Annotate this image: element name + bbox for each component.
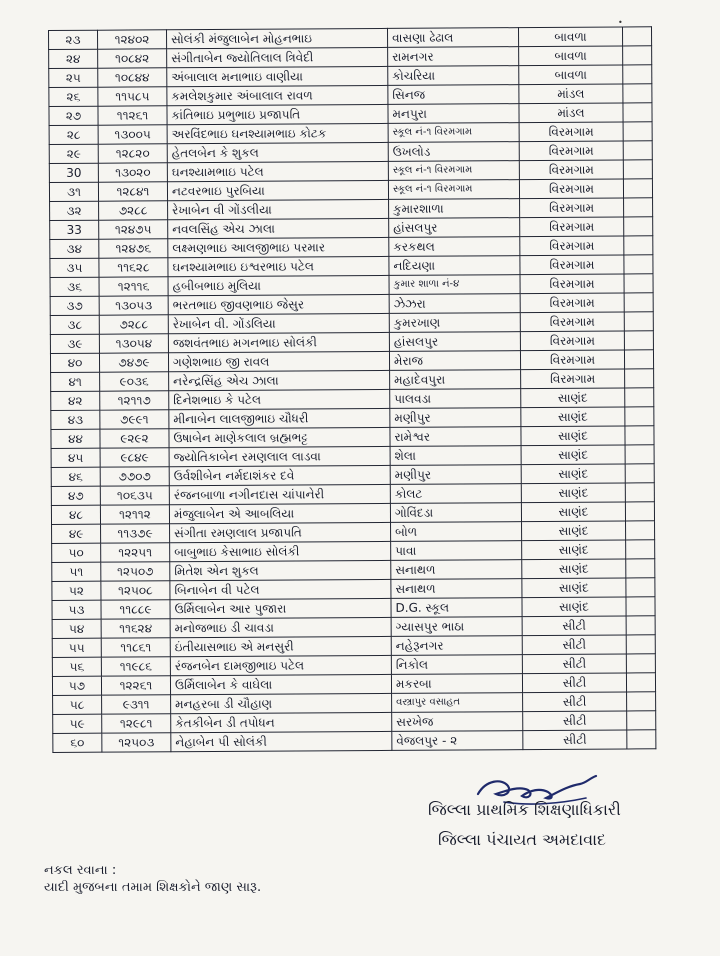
teacher-name-cell: હેતલબેન કે શુકલ [167, 142, 388, 162]
blank-cell [623, 179, 652, 198]
blank-cell [624, 274, 653, 293]
serial-number-cell: ૩૭ [50, 296, 99, 315]
teacher-code-cell: ૧૨૯૮૧ [102, 714, 171, 733]
teacher-code-cell: ૧૧૮૬૧ [101, 638, 170, 657]
teacher-code-cell: ૧૧૮૮૯ [101, 600, 170, 619]
school-name-cell: સિનજ [388, 85, 519, 105]
copy-forwarded-label: નકલ રવાના : [44, 863, 117, 878]
taluka-cell: વિરમગામ [520, 198, 624, 218]
taluka-cell: વિરમગામ [520, 350, 624, 370]
taluka-cell: માંડલ [519, 103, 623, 123]
teacher-name-cell: દિનેશભાઇ કે પટેલ [169, 389, 390, 409]
serial-number-cell: ૪૦ [50, 353, 99, 372]
blank-cell [627, 711, 656, 730]
school-name-cell: મનપુરા [388, 104, 519, 124]
serial-number-cell: ૩૪ [50, 239, 99, 258]
school-name-cell: વસ્ત્રાપુર વસાહત [392, 693, 523, 713]
taluka-cell: સીટી [522, 616, 626, 636]
school-name-cell: કુમાર શાળા નં-૪ [389, 275, 520, 295]
teacher-name-cell: મિતેશ એન શુકલ [170, 560, 391, 580]
blank-cell [627, 730, 656, 749]
teacher-name-cell: અરવિંદભાઇ ઘનશ્યામભાઇ કોટક [167, 123, 388, 143]
teacher-name-cell: મંજુલાબેન એ આબલિયા [169, 503, 390, 523]
teacher-code-cell: ૧૨૪૭૬ [99, 239, 168, 258]
serial-number-cell: ૪૭ [51, 486, 100, 505]
serial-number-cell: ૫૫ [52, 638, 101, 657]
officer-office: જિલ્લા પંચાયત અમદાવાદ [438, 830, 606, 849]
teacher-name-cell: રેખાબેન વી ગોંડલીયા [168, 199, 389, 219]
teacher-code-cell: ૧૩૦૫૩ [99, 296, 168, 315]
blank-cell [624, 331, 653, 350]
taluka-cell: બાવળા [518, 27, 622, 47]
teacher-code-cell: ૧૨૮૨૦ [98, 144, 167, 163]
teacher-code-cell: ૧૨૫૦૮ [101, 581, 170, 600]
teacher-code-cell: ૧૩૦૦૫ [98, 125, 167, 144]
teacher-name-cell: સંગીતાબેન જ્યોતિલાલ ત્રિવેદી [167, 47, 388, 67]
teacher-code-cell: ૧૨૧૧૬ [99, 277, 168, 296]
teacher-name-cell: રંજનબેન દામજીભાઇ પટેલ [170, 655, 391, 675]
serial-number-cell: ૩૫ [50, 258, 99, 277]
blank-cell [622, 27, 651, 46]
teacher-code-cell: ૧૦૬૩૫ [100, 486, 169, 505]
teacher-code-cell: ૭૯૯૧ [100, 410, 169, 429]
taluka-cell: માંડલ [519, 84, 623, 104]
copy-forwarded-text: યાદી મુજબના તમામ શિક્ષકોને જાણ સારૂ. [44, 880, 262, 895]
serial-number-cell: ૨૪ [49, 49, 98, 68]
teacher-name-cell: જશવંતભાઇ મગનભાઇ સોલંકી [168, 332, 389, 352]
taluka-cell: સાણંદ [521, 483, 625, 503]
school-name-cell: નદિયણા [389, 256, 520, 276]
taluka-cell: સીટી [523, 711, 627, 731]
serial-number-cell: ૫૩ [52, 600, 101, 619]
teacher-name-cell: બાબુભાઇ કેસાભાઇ સોલંકી [170, 541, 391, 561]
blank-cell [625, 407, 654, 426]
school-name-cell: ગોવિંદડા [390, 503, 521, 523]
teacher-code-cell: ૧૧૩૭૯ [101, 524, 170, 543]
teacher-name-cell: કેતકીબેન ડી તપોધન [171, 712, 392, 732]
school-name-cell: શેલા [390, 446, 521, 466]
teacher-code-cell: ૭૨૮૮ [99, 201, 168, 220]
serial-number-cell: ૪૬ [51, 467, 100, 486]
teacher-name-cell: મીનાબેન લાલજીભાઇ ચૌધરી [169, 408, 390, 428]
serial-number-cell: ૬૦ [53, 733, 102, 752]
teacher-name-cell: સોલંકી મંજુલાબેન મોહનભાઇ [167, 28, 388, 48]
school-name-cell: મકરબા [391, 674, 522, 694]
school-name-cell: કોચરિયા [388, 66, 519, 86]
taluka-cell: વિરમગામ [520, 331, 624, 351]
taluka-cell: સાણંદ [521, 426, 625, 446]
teacher-code-cell: ૭૨૮૮ [99, 315, 168, 334]
taluka-cell: બાવળા [519, 46, 623, 66]
school-name-cell: પાલવડા [390, 389, 521, 409]
taluka-cell: વિરમગામ [519, 179, 623, 199]
school-name-cell: મેરાજ [389, 351, 520, 371]
serial-number-cell: 33 [50, 220, 99, 239]
teacher-code-cell: ૧૨૪૭૫ [99, 220, 168, 239]
blank-cell [623, 122, 652, 141]
serial-number-cell: ૪૫ [51, 448, 100, 467]
taluka-cell: સાણંદ [522, 540, 626, 560]
taluka-cell: વિરમગામ [520, 312, 624, 332]
blank-cell [624, 198, 653, 217]
blank-cell [626, 597, 655, 616]
blank-cell [624, 255, 653, 274]
taluka-cell: વિરમગામ [520, 217, 624, 237]
blank-cell [624, 312, 653, 331]
school-name-cell: કોલટ [390, 484, 521, 504]
blank-cell [623, 84, 652, 103]
school-name-cell: ઉખલોડ [388, 142, 519, 162]
taluka-cell: સાણંદ [521, 407, 625, 427]
serial-number-cell: ૪૮ [51, 505, 100, 524]
blank-cell [626, 654, 655, 673]
serial-number-cell: ૫૬ [52, 657, 101, 676]
taluka-cell: વિરમગામ [519, 160, 623, 180]
taluka-cell: વિરમગામ [520, 255, 624, 275]
taluka-cell: સાણંદ [522, 521, 626, 541]
taluka-cell: વિરમગામ [519, 141, 623, 161]
blank-cell [624, 236, 653, 255]
taluka-cell: વિરમગામ [520, 293, 624, 313]
serial-number-cell: ૨૫ [49, 68, 98, 87]
school-name-cell: રામનગર [388, 47, 519, 67]
teacher-code-cell: ૧૧૨૬૧ [98, 106, 167, 125]
teacher-name-cell: ઘનશ્યામભાઇ ઇશ્વરભાઇ પટેલ [168, 256, 389, 276]
school-name-cell: સનાથળ [391, 560, 522, 580]
taluka-cell: સાણંદ [522, 597, 626, 617]
teacher-code-cell: ૭૭૦૭ [100, 467, 169, 486]
school-name-cell: સ્કૂલ નં-૧ વિરમગામ [388, 123, 519, 143]
serial-number-cell: ૩૬ [50, 277, 99, 296]
teacher-name-cell: સંગીતા રમણલાલ પ્રજાપતિ [170, 522, 391, 542]
teacher-table-body [49, 27, 656, 753]
blank-cell [623, 141, 652, 160]
blank-cell [626, 521, 655, 540]
serial-number-cell: ૪૯ [52, 524, 101, 543]
school-name-cell: સ્કૂલ નં-૧ વિરમગામ [388, 161, 519, 181]
taluka-cell: સાણંદ [522, 578, 626, 598]
teacher-code-cell: ૧૨૨૬૧ [101, 676, 170, 695]
officer-designation: જિલ્લા પ્રાથમિક શિક્ષણાધિકારી [428, 800, 621, 819]
teacher-name-cell: અંબાલાલ મનાભાઇ વાણીયા [167, 66, 388, 86]
blank-cell [624, 217, 653, 236]
school-name-cell: બોળ [391, 522, 522, 542]
taluka-cell: સાણંદ [522, 559, 626, 579]
teacher-name-cell: જ્યોતિકાબેન રમણલાલ લાડવા [169, 446, 390, 466]
teacher-code-cell: ૧૨૪૦૨ [98, 30, 167, 49]
teacher-code-cell: ૧૦૮૪૨ [98, 49, 167, 68]
teacher-name-cell: નેહાબેન પી સોલંકી [171, 731, 392, 751]
blank-cell [623, 46, 652, 65]
teacher-name-cell: મનહરબા ડી ચૌહાણ [171, 693, 392, 713]
teacher-code-cell: ૧૧૯૮૬ [101, 657, 170, 676]
serial-number-cell: ૫૭ [52, 676, 101, 695]
serial-number-cell: ૪૪ [51, 429, 100, 448]
teacher-code-cell: ૯૦૩૬ [100, 372, 169, 391]
teacher-code-cell: ૭૪૭૯ [99, 353, 168, 372]
blank-cell [626, 578, 655, 597]
teacher-code-cell: ૧૩૦૨૦ [98, 163, 167, 182]
serial-number-cell: ૫૪ [52, 619, 101, 638]
school-name-cell: D.G. સ્કૂલ [391, 598, 522, 618]
blank-cell [625, 502, 654, 521]
teacher-code-cell: ૧૧૫૮૫ [98, 87, 167, 106]
taluka-cell: સીટી [523, 730, 627, 750]
serial-number-cell: ૨૬ [49, 87, 98, 106]
serial-number-cell: ૪૨ [51, 391, 100, 410]
teacher-code-cell: ૧૧૬૨૪ [101, 619, 170, 638]
teacher-code-cell: ૧૨૫૦૭ [101, 562, 170, 581]
blank-cell [625, 426, 654, 445]
teacher-name-cell: ઉર્વશીબેન નર્મદાશંકર દવે [169, 465, 390, 485]
teacher-name-cell: લક્ષ્મણભાઇ આલજીભાઇ પરમાર [168, 237, 389, 257]
teacher-name-cell: ઉર્મિલાબેન આર પુજારા [170, 598, 391, 618]
taluka-cell: સીટી [522, 635, 626, 655]
teacher-name-cell: નટવરભાઇ પુરબિયા [167, 180, 388, 200]
teacher-name-cell: ઇંતીયાસભાઇ એ મનસુરી [170, 636, 391, 656]
serial-number-cell: ૫૧ [52, 562, 101, 581]
serial-number-cell: ૨૯ [49, 144, 98, 163]
taluka-cell: સીટી [522, 654, 626, 674]
teacher-name-cell: મનોજભાઇ ડી ચાવડા [170, 617, 391, 637]
school-name-cell: વેજલપુર - ૨ [392, 731, 523, 751]
taluka-cell: સાણંદ [521, 464, 625, 484]
teacher-code-cell: ૧૦૮૪૪ [98, 68, 167, 87]
school-name-cell: સનાથળ [391, 579, 522, 599]
school-name-cell: ગ્યાસપુર ભાઠા [391, 617, 522, 637]
serial-number-cell: ૩૮ [50, 315, 99, 334]
teacher-code-cell: ૯૩૧૧ [102, 695, 171, 714]
blank-cell [627, 692, 656, 711]
serial-number-cell: ૨૭ [49, 106, 98, 125]
teacher-table [48, 26, 656, 753]
teacher-name-cell: રેખાબેન વી. ગોંડલિયા [168, 313, 389, 333]
teacher-name-cell: ગણેશભાઇ જી રાવલ [168, 351, 389, 371]
taluka-cell: સાણંદ [521, 388, 625, 408]
taluka-cell: વિરમગામ [520, 274, 624, 294]
serial-number-cell: ૫૯ [53, 714, 102, 733]
teacher-code-cell: ૧૩૦૫૪ [99, 334, 168, 353]
school-name-cell: કુમરખાણ [389, 313, 520, 333]
blank-cell [625, 464, 654, 483]
teacher-name-cell: રંજનબાળા નગીનદાસ ચાંપાનેરી [169, 484, 390, 504]
school-name-cell: નહેરૂનગર [391, 636, 522, 656]
teacher-code-cell: ૧૨૨૫૧ [101, 543, 170, 562]
blank-cell [626, 616, 655, 635]
blank-cell [625, 483, 654, 502]
teacher-code-cell: ૧૨૫૦૩ [102, 733, 171, 752]
blank-cell [625, 445, 654, 464]
taluka-cell: સીટી [522, 673, 626, 693]
taluka-cell: સાણંદ [521, 445, 625, 465]
teacher-name-cell: હબીબભાઇ મુલિયા [168, 275, 389, 295]
blank-cell [625, 388, 654, 407]
serial-number-cell: ૩૯ [50, 334, 99, 353]
blank-cell [626, 540, 655, 559]
teacher-name-cell: કાંતિભાઇ પ્રભુભાઇ પ્રજાપતિ [167, 104, 388, 124]
school-name-cell: મણીપુર [390, 465, 521, 485]
serial-number-cell: ૫૨ [52, 581, 101, 600]
blank-cell [623, 65, 652, 84]
school-name-cell: રામેશ્વર [390, 427, 521, 447]
blank-cell [623, 103, 652, 122]
blank-cell [625, 369, 654, 388]
teacher-code-cell: ૧૨૮૪૧ [98, 182, 167, 201]
serial-number-cell: ૫૦ [52, 543, 101, 562]
blank-cell [624, 293, 653, 312]
taluka-cell: વિરમગામ [521, 369, 625, 389]
school-name-cell: વાસણા ઢેઢાલ [387, 28, 518, 48]
school-name-cell: હાંસલપુર [389, 218, 520, 238]
teacher-code-cell: ૯૮૪૯ [100, 448, 169, 467]
table-row [53, 730, 656, 753]
school-name-cell: સરખેજ [392, 712, 523, 732]
blank-cell [624, 350, 653, 369]
teacher-name-cell: ભરતભાઇ જીવણભાઇ જેસુર [168, 294, 389, 314]
teacher-name-cell: નરેન્દ્રસિંહ એચ ઝાલા [169, 370, 390, 390]
serial-number-cell: ૨૩ [49, 30, 98, 49]
school-name-cell: કરકથલ [389, 237, 520, 257]
serial-number-cell: ૨૮ [49, 125, 98, 144]
blank-cell [626, 673, 655, 692]
serial-number-cell: ૪૧ [51, 372, 100, 391]
school-name-cell: પાવા [391, 541, 522, 561]
teacher-name-cell: ઉર્મિલાબેન કે વાઘેલા [170, 674, 391, 694]
serial-number-cell: ૪૩ [51, 410, 100, 429]
blank-cell [626, 559, 655, 578]
teacher-name-cell: ઘનશ્યામભાઇ પટેલ [167, 161, 388, 181]
teacher-code-cell: ૧૨૧૧૨ [100, 505, 169, 524]
taluka-cell: વિરમગામ [519, 122, 623, 142]
blank-cell [626, 635, 655, 654]
taluka-cell: વિરમગામ [520, 236, 624, 256]
teacher-name-cell: નવલસિંહ એચ ઝાલા [168, 218, 389, 238]
teacher-name-cell: ઉષાબેન માણેકલાલ બ્રહ્મભટ્ટ [169, 427, 390, 447]
serial-number-cell: ૩૨ [50, 201, 99, 220]
school-name-cell: મહાદેવપુરા [390, 370, 521, 390]
school-name-cell: કુમારશાળા [389, 199, 520, 219]
taluka-cell: સાણંદ [521, 502, 625, 522]
teacher-code-cell: ૯૨૯૨ [100, 429, 169, 448]
teacher-code-cell: ૧૨૧૧૭ [100, 391, 169, 410]
school-name-cell: સ્કૂલ નં-૧ વિરમગામ [388, 180, 519, 200]
taluka-cell: સીટી [523, 692, 627, 712]
scan-mark: • [618, 18, 623, 27]
school-name-cell: નિકોલ [391, 655, 522, 675]
serial-number-cell: ૫૮ [53, 695, 102, 714]
blank-cell [623, 160, 652, 179]
teacher-name-cell: કમલેશકુમાર અંબાલાલ રાવળ [167, 85, 388, 105]
school-name-cell: હાંસલપુર [389, 332, 520, 352]
teacher-code-cell: ૧૧૬૨૮ [99, 258, 168, 277]
serial-number-cell: 30 [49, 163, 98, 182]
school-name-cell: મણીપુર [390, 408, 521, 428]
serial-number-cell: ૩૧ [49, 182, 98, 201]
teacher-name-cell: બિનાબેન વી પટેલ [170, 579, 391, 599]
taluka-cell: બાવળા [519, 65, 623, 85]
school-name-cell: ઝેઝરા [389, 294, 520, 314]
